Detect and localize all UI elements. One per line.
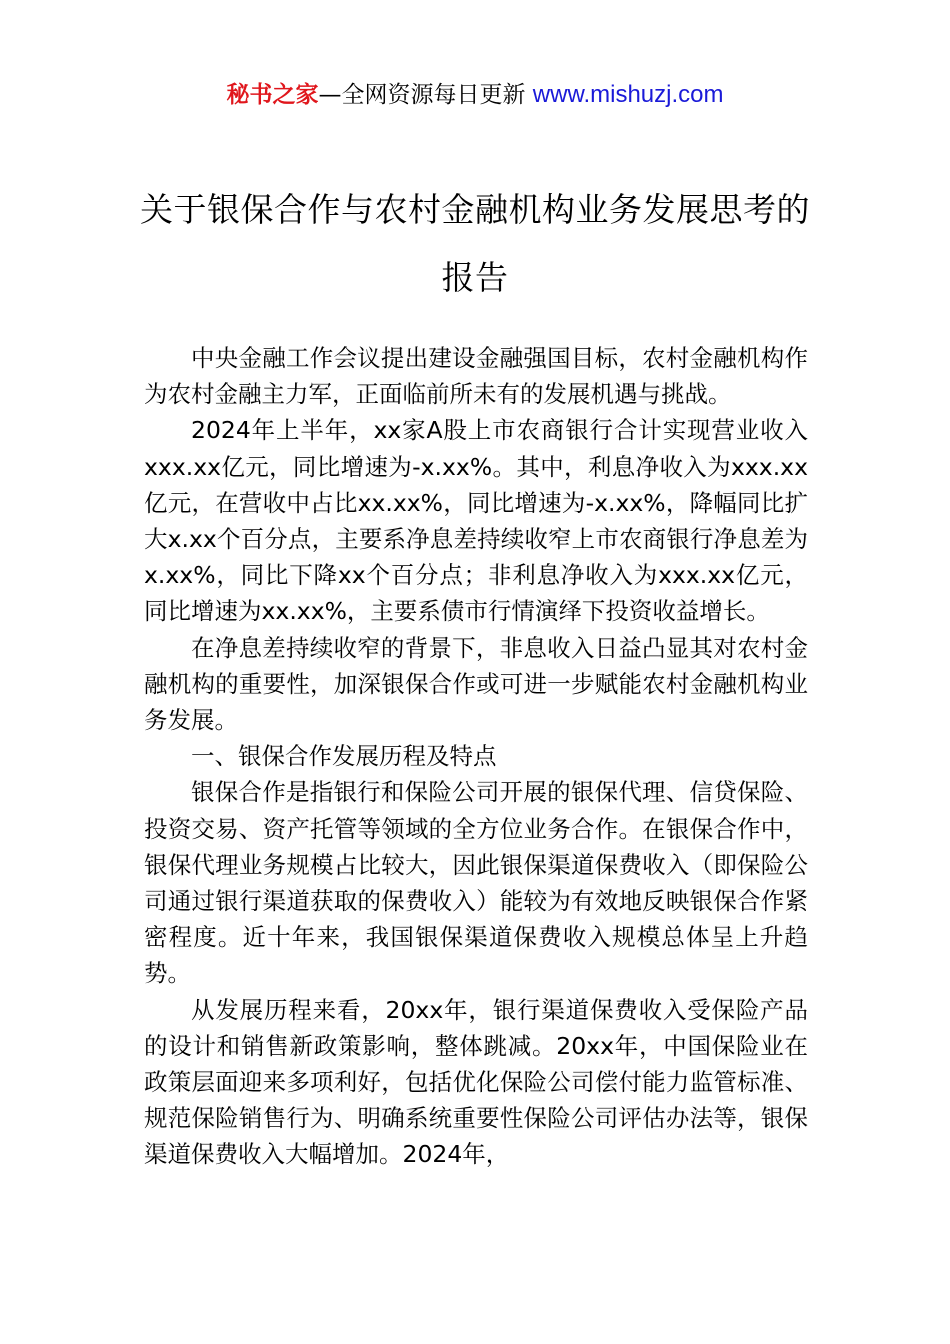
document-body bbox=[144, 340, 808, 1173]
paragraph-earnings: 2024年上半年，xx家A股上市农商银行合计实现营业收入xxx.xx亿元，同比增速为-x.xx%。其中，利息净收入为xxx.xx亿元，在营收中占比xx.xx%，同比增速为-x.xx%，降幅同比扩大x.xx个百分点，主要系净息差持续收窄上市农商银行净息差为x.xx%，同比下降xx个百分点；非利息净收入为xxx.xx亿元，同比增速为xx.xx%，主要系债市行情演绎下投资收益增长。 bbox=[144, 416, 808, 626]
paragraph-history: 从发展历程来看，20xx年，银行渠道保费收入受保险产品的设计和销售新政策影响，整体跳减。20xx年，中国保险业在政策层面迎来多项利好，包括优化保险公司偿付能力监管标准、规范保险销售行为、明确系统重要性保险公司评估办法等，银保渠道保费收入大幅增加。2024年， bbox=[144, 995, 808, 1169]
paragraph-definition: 银保合作是指银行和保险公司开展的银保代理、信贷保险、投资交易、资产托管等领域的全方位业务合作。在银保合作中，银保代理业务规模占比较大，因此银保渠道保费收入（即保险公司通过银行渠道获取的保费收入）能较为有效地反映银保合作紧密程度。近十年来，我国银保渠道保费收入规模总体呈上升趋势。 bbox=[144, 778, 808, 988]
document-title: 关于银保合作与农村金融机构业务发展思考的报告 bbox=[140, 190, 810, 297]
section-heading-1: 一、银保合作发展历程及特点 bbox=[191, 742, 497, 771]
paragraph-non-interest: 在净息差持续收窄的背景下，非息收入日益凸显其对农村金融机构的重要性，加深银保合作或可进一步赋能农村金融机构业务发展。 bbox=[144, 633, 808, 735]
site-url-link[interactable]: www.mishuzj.com bbox=[532, 81, 724, 108]
site-brand: 秘书之家 bbox=[226, 82, 319, 108]
site-header bbox=[0, 78, 950, 112]
paragraph-intro: 中央金融工作会议提出建设金融强国目标，农村金融机构作为农村金融主力军，正面临前所未有的发展机遇与挑战。 bbox=[144, 344, 808, 409]
site-tagline: —全网资源每日更新 bbox=[318, 82, 533, 108]
